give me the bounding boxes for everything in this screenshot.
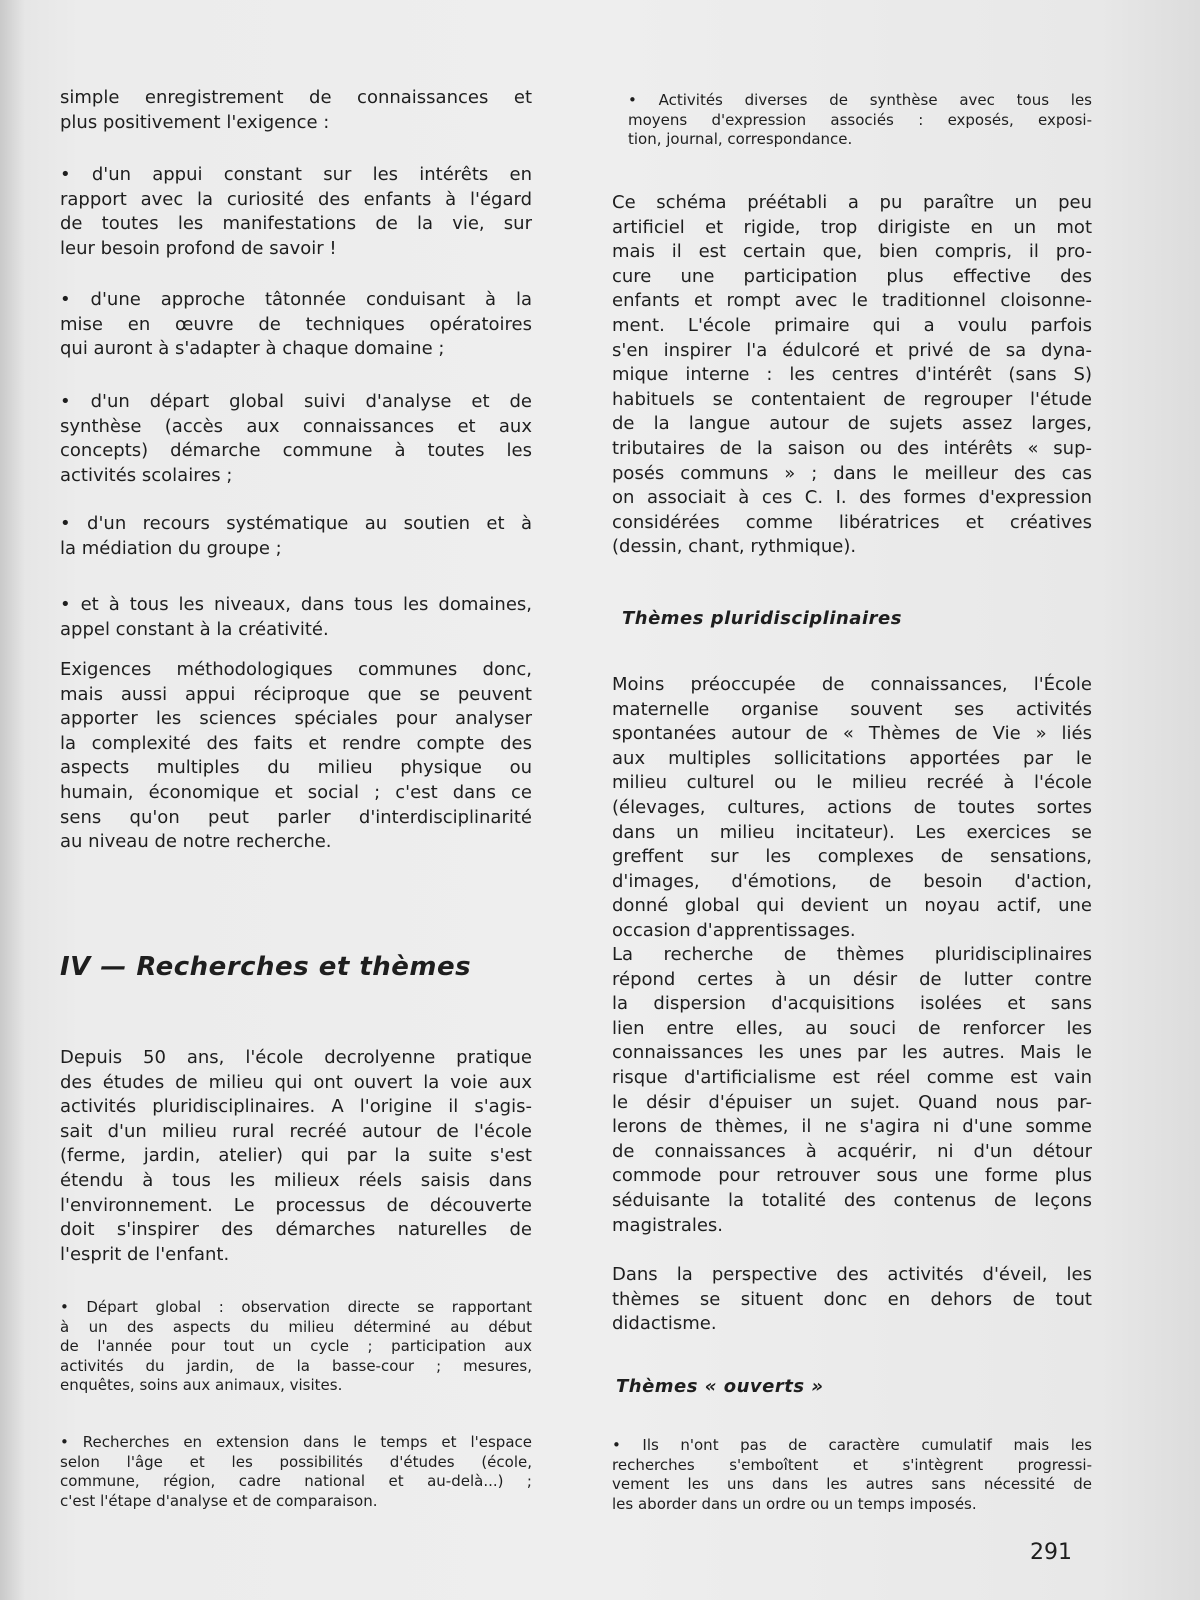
text-line: la médiation du groupe ;	[60, 537, 282, 559]
paragraph	[60, 288, 532, 362]
text-line: cure une participation plus effective des	[612, 265, 1092, 287]
text-line: risque d'artificialisme est réel comme est vain	[612, 1066, 1092, 1088]
text-line: s'en inspirer l'a édulcoré et privé de sa dyna-	[612, 339, 1092, 361]
text-line: concepts) démarche commune à toutes les	[60, 440, 532, 462]
subsection-heading	[622, 608, 902, 629]
text-line: moyens d'expression associés : exposés, exposi-	[628, 110, 1092, 129]
text-line: didactisme.	[612, 1313, 717, 1335]
text-line: rapport avec la curiosité des enfants à l'égard	[60, 188, 532, 210]
text-line: plus positivement l'exigence :	[60, 111, 330, 133]
text-line: mise en œuvre de techniques opératoires	[60, 313, 532, 335]
text-line: enquêtes, soins aux animaux, visites.	[60, 1376, 343, 1395]
text-line: • Départ global : observation directe se rapportant	[60, 1298, 532, 1316]
paragraph	[60, 512, 532, 561]
text-line: séduisante la totalité des contenus de leçons	[612, 1189, 1092, 1211]
text-line: le désir d'épuiser un sujet. Quand nous par-	[612, 1091, 1092, 1113]
text-line: c'est l'étape d'analyse et de comparaison.	[60, 1491, 378, 1510]
text-line: IV — Recherches et thèmes	[60, 952, 472, 982]
text-line: mais il est certain que, bien compris, il pro-	[612, 241, 1092, 263]
text-line: • d'une approche tâtonnée conduisant à la	[60, 289, 532, 310]
paragraph	[612, 673, 1092, 944]
text-line: on associait à ces C. I. des formes d'expression	[612, 487, 1092, 509]
paragraph	[612, 943, 1092, 1238]
text-line: La recherche de thèmes pluridisciplinaires	[612, 944, 1092, 965]
text-line: lerons de thèmes, il ne s'agira ni d'une somme	[612, 1116, 1092, 1138]
page-number: 291	[1030, 1540, 1072, 1565]
text-line: de connaissances à acquérir, ni d'un détour	[612, 1140, 1092, 1162]
text-line: aux multiples sollicitations apportées par le	[612, 747, 1092, 769]
text-line: commode pour retrouver sous une forme plus	[612, 1165, 1092, 1187]
text-line: aspects multiples du milieu physique ou	[60, 757, 532, 779]
text-line: lien entre elles, au souci de renforcer les	[612, 1017, 1092, 1039]
paragraph	[60, 390, 532, 488]
text-line: Ce schéma préétabli a pu paraître un peu	[612, 192, 1092, 213]
text-line: • Recherches en extension dans le temps et l'espace	[60, 1433, 532, 1451]
text-line: habituels se contentaient de regrouper l'étude	[612, 388, 1092, 410]
text-line: posés communs » ; dans le meilleur des cas	[612, 462, 1092, 484]
text-line: Exigences méthodologiques communes donc,	[60, 659, 532, 680]
text-line: activités scolaires ;	[60, 464, 233, 486]
paragraph	[60, 1433, 532, 1511]
paragraph	[628, 91, 1092, 150]
paragraph	[612, 1263, 1092, 1337]
paragraph	[612, 1436, 1092, 1514]
text-line: • Activités diverses de synthèse avec tous les	[628, 91, 1092, 109]
text-line: magistrales.	[612, 1214, 724, 1236]
paragraph	[612, 191, 1092, 560]
text-line: étendu à tous les milieux réels saisis dans	[60, 1169, 532, 1191]
text-line: tion, journal, correspondance.	[628, 130, 853, 149]
paragraph	[60, 593, 532, 642]
text-line: • d'un appui constant sur les intérêts en	[60, 164, 532, 185]
text-line: • et à tous les niveaux, dans tous les domaines,	[60, 594, 532, 615]
text-line: thèmes se situent donc en dehors de tout	[612, 1288, 1092, 1310]
text-line: tributaires de la saison ou des intérêts « sup-	[612, 437, 1092, 459]
text-line: mique interne : les centres d'intérêt (sans S)	[612, 364, 1092, 386]
text-line: greffent sur les complexes de sensations,	[612, 846, 1092, 868]
text-line: (ferme, jardin, atelier) qui par la suite s'est	[60, 1145, 532, 1167]
text-line: • d'un départ global suivi d'analyse et de	[60, 391, 532, 412]
text-line: Thèmes pluridisciplinaires	[622, 608, 902, 629]
text-line: Dans la perspective des activités d'éveil, les	[612, 1264, 1092, 1285]
text-line: sens qu'on peut parler d'interdisciplinarité	[60, 806, 532, 828]
text-line: • d'un recours systématique au soutien et à	[60, 513, 532, 534]
text-line: activités du jardin, de la basse-cour ; mesures,	[60, 1356, 532, 1375]
text-line: artificiel et rigide, trop dirigiste en un mot	[612, 216, 1092, 238]
text-line: milieu culturel ou le milieu recréé à l'école	[612, 772, 1092, 794]
text-line: de toutes les manifestations de la vie, sur	[60, 213, 532, 235]
text-line: ment. L'école primaire qui a voulu parfois	[612, 314, 1092, 336]
text-line: activités pluridisciplinaires. A l'origine il s'agis-	[60, 1096, 532, 1118]
section-heading	[60, 952, 471, 982]
text-line: • Ils n'ont pas de caractère cumulatif mais les	[612, 1436, 1092, 1454]
text-line: doit s'inspirer des démarches naturelles de	[60, 1219, 532, 1241]
text-line: (élevages, cultures, actions de toutes sortes	[612, 796, 1092, 818]
text-line: la dispersion d'acquisitions isolées et sans	[612, 993, 1092, 1015]
text-line: considérées comme libératrices et créatives	[612, 511, 1092, 533]
text-line: appel constant à la créativité.	[60, 618, 329, 640]
text-line: simple enregistrement de connaissances et	[60, 87, 532, 108]
text-line: leur besoin profond de savoir !	[60, 237, 337, 259]
paragraph	[60, 163, 532, 261]
text-line: mais aussi appui réciproque que se peuvent	[60, 683, 532, 705]
text-line: répond certes à un désir de lutter contre	[612, 968, 1092, 990]
text-line: (dessin, chant, rythmique).	[612, 536, 857, 558]
text-line: au niveau de notre recherche.	[60, 831, 332, 853]
text-line: synthèse (accès aux connaissances et aux	[60, 415, 532, 437]
text-line: d'images, d'émotions, de besoin d'action,	[612, 870, 1092, 892]
text-line: de la langue autour de sujets assez larges,	[612, 413, 1092, 435]
text-line: connaissances les unes par les autres. Mais le	[612, 1042, 1092, 1064]
text-line: sait d'un milieu rural recréé autour de l'école	[60, 1120, 532, 1142]
paragraph	[60, 1046, 532, 1267]
text-line: à un des aspects du milieu déterminé au début	[60, 1317, 532, 1336]
text-line: selon l'âge et les possibilités d'études (école,	[60, 1452, 532, 1471]
subsection-heading	[616, 1376, 824, 1397]
text-line: Moins préoccupée de connaissances, l'École	[612, 674, 1092, 695]
text-line: Depuis 50 ans, l'école decrolyenne pratique	[60, 1047, 532, 1068]
text-line: apporter les sciences spéciales pour analyser	[60, 708, 532, 730]
text-line: occasion d'apprentissages.	[612, 919, 856, 941]
text-line: spontanées autour de « Thèmes de Vie » liés	[612, 723, 1092, 745]
text-line: enfants et rompt avec le traditionnel cloisonne-	[612, 290, 1092, 312]
text-line: les aborder dans un ordre ou un temps imposés.	[612, 1494, 977, 1513]
text-line: donné global qui devient un noyau actif, une	[612, 895, 1092, 917]
text-line: recherches s'emboîtent et s'intègrent progressi-	[612, 1455, 1092, 1474]
paragraph	[60, 658, 532, 855]
text-line: l'esprit de l'enfant.	[60, 1243, 230, 1265]
text-line: la complexité des faits et rendre compte des	[60, 732, 532, 754]
text-line: qui auront à s'adapter à chaque domaine ;	[60, 338, 445, 360]
text-line: maternelle organise souvent ses activités	[612, 698, 1092, 720]
text-line: dans un milieu incitateur). Les exercices se	[612, 821, 1092, 843]
text-line: de l'année pour tout un cycle ; participation aux	[60, 1337, 532, 1356]
text-line: vement les uns dans les autres sans nécessité de	[612, 1475, 1092, 1494]
text-line: l'environnement. Le processus de découverte	[60, 1194, 532, 1216]
paragraph	[60, 1298, 532, 1396]
text-line: Thèmes « ouverts »	[616, 1376, 824, 1397]
text-line: commune, région, cadre national et au-delà...) ;	[60, 1472, 532, 1491]
paragraph	[60, 86, 532, 135]
text-line: humain, économique et social ; c'est dans ce	[60, 781, 532, 803]
text-line: des études de milieu qui ont ouvert la voie aux	[60, 1071, 532, 1093]
